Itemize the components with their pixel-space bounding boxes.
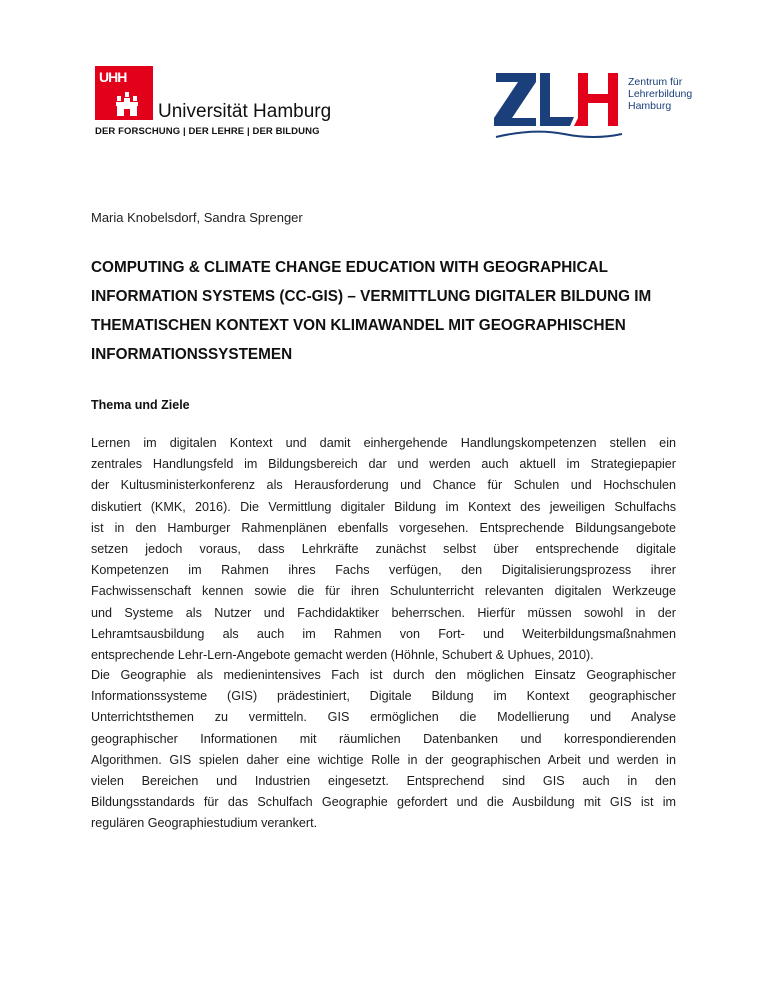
text-line: Lernen im digitalen Kontext und damit einhergehende Handlungskompetenzen stellen ein bbox=[91, 436, 676, 450]
uhh-logo bbox=[95, 66, 335, 138]
zlh-logo-mark bbox=[494, 70, 624, 145]
authors: Maria Knobelsdorf, Sandra Sprenger bbox=[91, 210, 303, 225]
text-line: Die Geographie als medienintensives Fach ist durch den möglichen Einsatz Geographischer bbox=[91, 668, 676, 682]
zlh-line-3: Hamburg bbox=[628, 100, 672, 112]
document-title bbox=[91, 253, 691, 369]
text-line: Informationssysteme (GIS) prädestiniert, Digitale Bildung im Kontext geographischer bbox=[91, 689, 676, 704]
title-line: THEMATISCHEN KONTEXT VON KLIMAWANDEL MIT GEOGRAPHISCHEN bbox=[91, 317, 626, 334]
text-line: geographischer Informationen mit räumlichen Datenbanken und korrespondierenden bbox=[91, 731, 676, 746]
text-line: Unterrichtsthemen zu vermitteln. GIS ermöglichen die Modellierung und Analyse bbox=[91, 710, 676, 725]
text-line: vielen Bereichen und Industrien eingesetzt. Entsprechend sind GIS auch in den bbox=[91, 773, 676, 788]
text-line: Lehramtsausbildung als auch im Rahmen von Fort- und Weiterbildungsmaßnahmen bbox=[91, 626, 676, 641]
title-line: COMPUTING & CLIMATE CHANGE EDUCATION WITH GEOGRAPHICAL bbox=[91, 259, 608, 276]
text-line: der Kultusministerkonferenz als Herausforderung und Chance für Schulen und Hochschulen bbox=[91, 478, 676, 493]
title-line: INFORMATION SYSTEMS (CC-GIS) – VERMITTLUNG DIGITALER BILDUNG IM bbox=[91, 288, 652, 305]
paragraph-2 bbox=[91, 665, 676, 835]
text-line: zentrales Handlungsfeld im Bildungsbereich dar und werden auch aktuell im Strategiepapier bbox=[91, 457, 676, 472]
section-heading: Thema und Ziele bbox=[91, 398, 190, 412]
text-line: Kompetenzen im Rahmen ihres Fachs verfügen, den Digitalisierungsprozess ihrer bbox=[91, 563, 676, 578]
paragraph-1 bbox=[91, 433, 676, 666]
text-line: ist in den Hamburger Rahmenplänen ebenfalls vorgesehen. Entsprechende Bildungsangebote bbox=[91, 520, 676, 535]
uhh-name: Universität Hamburg bbox=[158, 101, 332, 122]
text-line: Fachwissenschaft kennen sowie die für ihren Schulunterricht relevanten digitalen Werkzeuge bbox=[91, 584, 676, 599]
text-line: und Systeme als Nutzer und Fachdidaktiker beherrschen. Hierfür müssen sowohl in der bbox=[91, 605, 676, 620]
text-line: Algorithmen. GIS spielen daher eine wichtige Rolle in der geographischen Arbeit und werden in bbox=[91, 752, 676, 767]
title-line: INFORMATIONSSYSTEMEN bbox=[91, 346, 293, 363]
hamburg-castle-icon bbox=[116, 92, 138, 116]
uhh-letters: UHH bbox=[99, 69, 127, 85]
zlh-line-2: Lehrerbildung bbox=[628, 88, 693, 100]
text-line: regulären Geographiestudium verankert. bbox=[91, 816, 318, 831]
text-line: Bildungsstandards für das Schulfach Geographie gefordert und die Ausbildung mit GIS ist im bbox=[91, 795, 676, 810]
text-line: setzen jedoch voraus, dass Lehrkräfte zunächst selbst über entsprechende digitale bbox=[91, 541, 676, 556]
text-line: diskutiert (KMK, 2016). Die Vermittlung digitaler Bildung im Kontext des jeweiligen Schulfachs bbox=[91, 499, 676, 514]
zlh-line-1: Zentrum für bbox=[628, 76, 683, 88]
zlh-text bbox=[628, 76, 692, 112]
uhh-logo-mark bbox=[95, 66, 153, 120]
zlh-logo bbox=[494, 70, 704, 145]
uhh-tagline: DER FORSCHUNG | DER LEHRE | DER BILDUNG bbox=[95, 126, 320, 137]
text-line: entsprechende Lehr-Lern-Angebote gemacht werden (Höhnle, Schubert & Uphues, 2010). bbox=[91, 647, 594, 662]
